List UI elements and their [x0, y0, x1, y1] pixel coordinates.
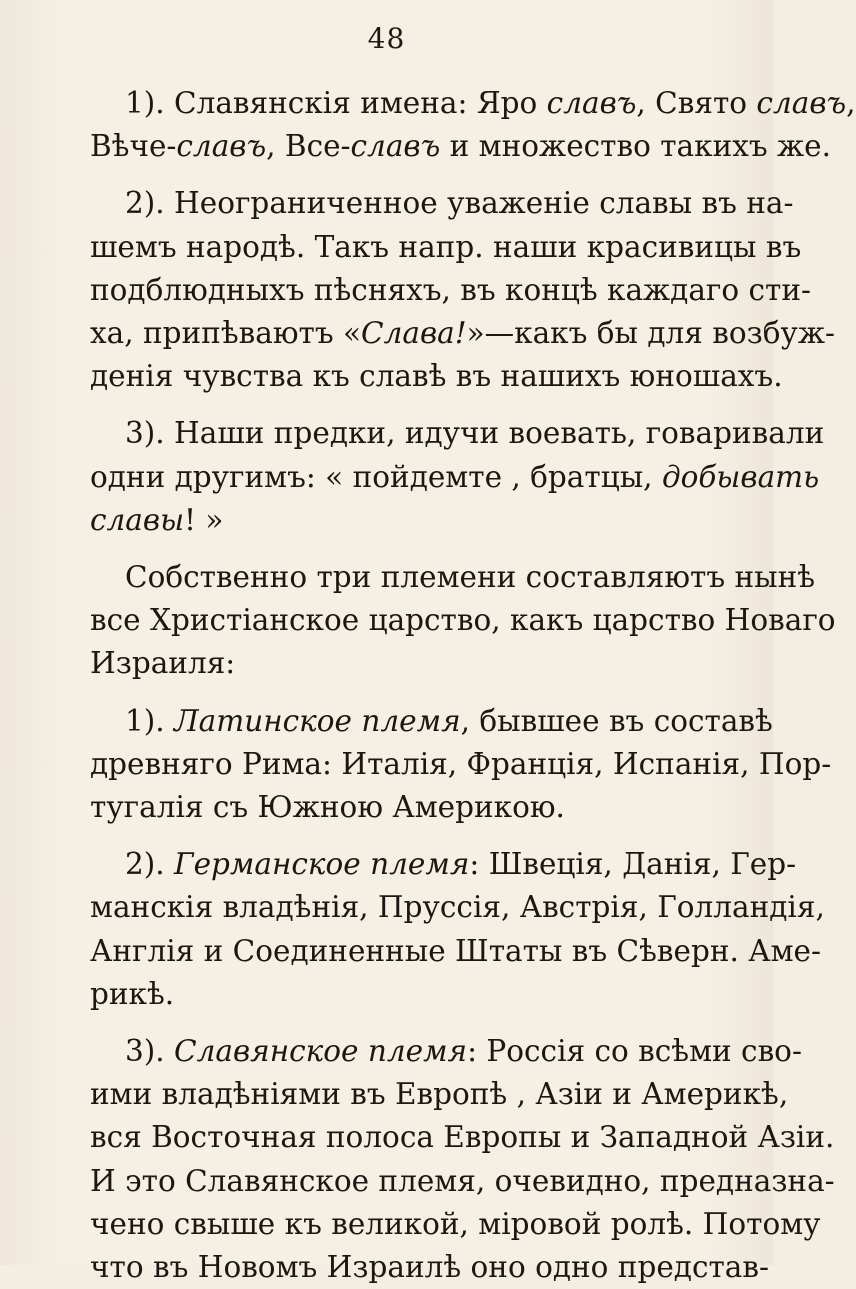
- text-line: [90, 456, 820, 499]
- italic-text: добывать: [661, 459, 820, 494]
- text-line: [90, 930, 821, 973]
- text-run: ими владѣніями въ Европѣ , Азіи и Америкѣ,: [90, 1077, 789, 1112]
- text-run: вся Восточная полоса Европы и Западной Азіи.: [90, 1120, 835, 1155]
- paragraph: [90, 843, 825, 1016]
- text-run: ,: [846, 86, 856, 120]
- text-run: и множество такихъ же.: [440, 129, 831, 164]
- text-line: [90, 1160, 835, 1203]
- text-run: 1).: [125, 703, 175, 738]
- text-run: Вѣче-: [90, 129, 177, 164]
- text-run: шемъ народѣ. Такъ напр. наши красивицы въ: [90, 229, 802, 264]
- text-line: [90, 599, 836, 642]
- text-line: [90, 556, 816, 599]
- text-line: [90, 269, 811, 312]
- text-run: И это Славянское племя, очевидно, предназна-: [90, 1163, 835, 1198]
- text-line: [90, 886, 825, 929]
- text-run: Англія и Соединенные Штаты въ Сѣверн. Аме-: [90, 933, 821, 968]
- text-line: [90, 743, 832, 786]
- text-run: манскія владѣнія, Пруссія, Австрія, Голландія,: [90, 890, 825, 925]
- text-run: , Все-: [266, 129, 351, 164]
- text-line: [90, 412, 825, 455]
- text-run: одни другимъ: « пойдемте , братцы,: [90, 459, 662, 494]
- paragraph: [90, 556, 836, 686]
- text-run: чено свыше къ великой, міровой ролѣ. Потому: [90, 1206, 821, 1241]
- paragraph: [90, 1030, 835, 1289]
- italic-text: Германское племя: [174, 847, 470, 882]
- body-text: [90, 82, 856, 1289]
- text-line: [90, 700, 773, 743]
- text-line: [90, 355, 783, 398]
- italic-text: славъ: [350, 129, 441, 164]
- italic-text: славъ: [756, 86, 847, 120]
- italic-text: славъ: [546, 86, 637, 120]
- text-run: 2).: [125, 847, 175, 882]
- text-run: , бывшее въ составѣ: [460, 703, 773, 738]
- paragraph: [90, 700, 832, 830]
- text-run: тугалія съ Южною Америкою.: [90, 790, 565, 825]
- paragraph: [90, 412, 825, 542]
- text-run: Собственно три племени составляютъ нынѣ: [125, 560, 816, 595]
- text-run: рикѣ.: [90, 976, 175, 1011]
- text-line: [90, 642, 748, 685]
- text-run: : Швеція, Данія, Гер-: [469, 847, 797, 882]
- text-run: , Свято: [636, 86, 757, 120]
- text-run: денія чувства къ славѣ въ нашихъ юношахъ.: [90, 359, 783, 394]
- italic-text: Слава!: [361, 316, 467, 351]
- text-run: 1). Славянскія имена: Яро: [125, 86, 547, 120]
- text-run: Израиля:: [90, 646, 236, 681]
- text-run: »—какъ бы для возбуж-: [466, 316, 835, 351]
- text-run: 3).: [125, 1034, 175, 1069]
- text-line: [90, 843, 797, 886]
- text-run: : Россія со всѣми сво-: [467, 1034, 802, 1069]
- text-line: [90, 499, 748, 542]
- text-line: [90, 1203, 821, 1246]
- text-line: [90, 312, 835, 355]
- italic-text: славы: [90, 502, 185, 537]
- text-line: [90, 973, 748, 1016]
- text-run: 3). Наши предки, идучи воевать, говаривали: [125, 416, 825, 451]
- text-line: [90, 786, 748, 829]
- text-line: [90, 1030, 802, 1073]
- text-line: [90, 82, 856, 125]
- text-run: 2). Неограниченное уваженіе славы въ на-: [125, 186, 794, 221]
- italic-text: славъ: [176, 129, 267, 164]
- text-line: [90, 1246, 769, 1289]
- text-line: [90, 226, 802, 269]
- page-number: 48: [367, 22, 406, 55]
- text-line: [90, 125, 831, 168]
- text-run: древняго Рима: Италія, Франція, Испанія, Пор-: [90, 746, 832, 781]
- italic-text: Славянское племя: [174, 1034, 468, 1069]
- text-run: ха, припѣваютъ «: [90, 316, 362, 351]
- text-run: подблюдныхъ пѣсняхъ, въ концѣ каждаго сти-: [90, 272, 811, 307]
- paragraph: [90, 82, 856, 168]
- paragraph: [90, 182, 835, 398]
- text-line: [90, 1116, 835, 1159]
- text-line: [90, 1073, 789, 1116]
- italic-text: Латинское племя: [174, 703, 461, 738]
- text-run: ! »: [184, 502, 224, 537]
- text-line: [90, 182, 794, 225]
- text-run: все Христіанское царство, какъ царство Новаго: [90, 603, 836, 638]
- text-run: что въ Новомъ Израилѣ оно одно представ-: [90, 1250, 769, 1285]
